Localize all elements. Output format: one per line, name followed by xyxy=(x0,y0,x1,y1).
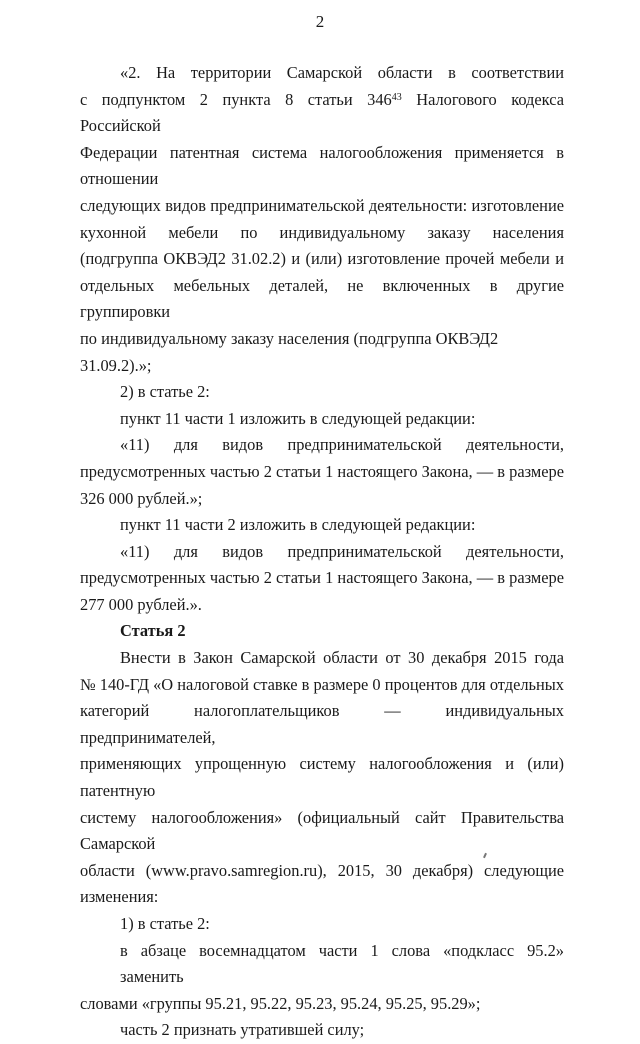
text-line: предусмотренных частью 2 статьи 1 настоящего Закона, — в размере xyxy=(80,461,564,481)
text-line: кухонной мебели по индивидуальному заказу населения xyxy=(80,222,564,242)
text-line: Внести в Закон Самарской области от 30 декабря 2015 года xyxy=(120,648,564,668)
text-line: категорий налогоплательщиков — индивидуальных предпринимателей, xyxy=(80,701,564,747)
text-line: «2. На территории Самарской области в соответствии xyxy=(120,63,564,82)
text-line: «11) для видов предпринимательской деятельности, xyxy=(120,435,564,455)
text-fragment: Налогового кодекса Российской xyxy=(80,89,564,136)
text-line: следующих видов предпринимательской деятельности: изготовление xyxy=(80,195,564,215)
text-line: «11) для видов предпринимательской деятельности, xyxy=(120,541,564,561)
text-line: отдельных мебельных деталей, не включенных в другие группировки xyxy=(80,275,564,322)
article-2-paragraph xyxy=(80,645,564,911)
point-11-part-2-intro: пункт 11 части 2 изложить в следующей редакции: xyxy=(120,515,476,535)
item-1-in-article-2: 1) в статье 2: xyxy=(120,914,210,933)
article-2-heading: Статья 2 xyxy=(120,621,186,641)
document-body xyxy=(80,60,564,1044)
text-line: систему налогообложения» (официальный сайт Правительства Самарской xyxy=(80,807,564,854)
part-2-invalid: часть 2 признать утратившей силу; xyxy=(120,1020,365,1040)
text-line: применяющих упрощенную систему налогообложения и (или) патентную xyxy=(80,754,564,801)
point-11-part-1-intro: пункт 11 части 1 изложить в следующей редакции: xyxy=(120,408,476,428)
text-line xyxy=(80,87,564,140)
text-line: 326 000 рублей.»; xyxy=(80,488,203,508)
text-line: (подгруппа ОКВЭД2 31.02.2) и (или) изготовление прочей мебели и xyxy=(80,249,564,269)
text-line: области (www.pravo.samregion.ru), 2015, 30 декабря) следующие xyxy=(80,860,564,880)
text-line: 277 000 рублей.». xyxy=(80,594,202,614)
point-11-part-2-text xyxy=(80,539,564,619)
paragraph-18-replacement xyxy=(80,938,564,1018)
text-line: по индивидуальному заказу населения (подгруппа ОКВЭД2 31.09.2).»; xyxy=(80,328,499,375)
text-line: в абзаце восемнадцатом части 1 слова «подкласс 95.2» заменить xyxy=(120,940,564,987)
superscript: 43 xyxy=(391,91,402,103)
text-line: словами «группы 95.21, 95.22, 95.23, 95.24, 95.25, 95.29»; xyxy=(80,993,481,1013)
point-11-part-1-text xyxy=(80,432,564,512)
text-line: № 140-ГД «О налоговой ставке в размере 0 процентов для отдельных xyxy=(80,674,564,694)
item-2-in-article-2: 2) в статье 2: xyxy=(120,382,210,402)
text-line: предусмотренных частью 2 статьи 1 настоящего Закона, — в размере xyxy=(80,568,564,588)
text-fragment: с подпунктом 2 пункта 8 статьи 346 xyxy=(80,89,392,109)
paragraph-patent-system xyxy=(80,60,564,379)
text-line: изменения: xyxy=(80,887,159,907)
text-line: Федерации патентная система налогообложения применяется в отношении xyxy=(80,142,564,189)
page-number: 2 xyxy=(315,12,325,31)
